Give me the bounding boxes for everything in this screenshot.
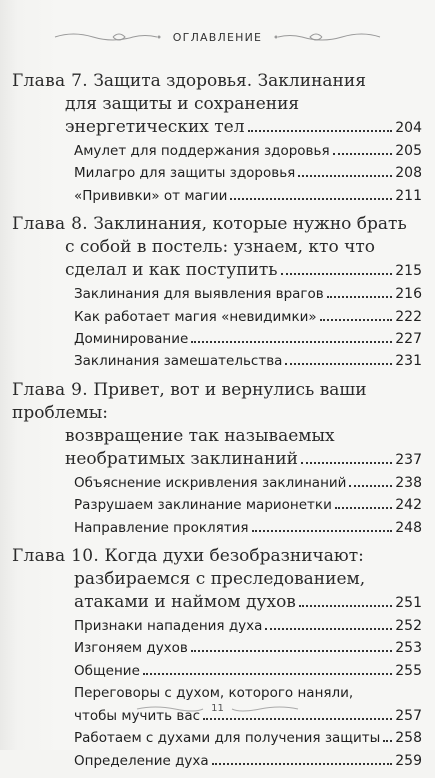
entry-page-number: 211 — [395, 187, 422, 204]
toc-entry[interactable] — [12, 637, 422, 659]
entry-title: чтобы мучить вас — [74, 707, 201, 724]
entry-title: Направление проклятия — [74, 519, 249, 536]
chapter-title-line: энергетических тел — [65, 117, 245, 137]
chapter-page-number: 204 — [395, 120, 422, 136]
chapter-title-line: Защита здоровья. Заклинания — [93, 71, 366, 91]
entry-page-number: 205 — [395, 143, 422, 159]
left-ornament-icon — [53, 30, 163, 44]
chapter-page-number: 215 — [395, 263, 422, 280]
dot-leader — [301, 462, 392, 464]
dot-leader — [383, 740, 392, 742]
entry-page-number: 208 — [395, 165, 422, 182]
entry-page-number: 238 — [395, 474, 422, 491]
chapter-heading[interactable] — [12, 545, 422, 615]
entry-title: Изгоняем духов — [74, 640, 188, 657]
chapter-label: Глава 9. — [12, 379, 88, 400]
page-header — [0, 30, 435, 44]
dot-leader — [298, 175, 392, 177]
chapter-7 — [12, 70, 422, 207]
dot-leader — [143, 673, 392, 675]
dot-leader — [252, 530, 393, 532]
entry-title: Заклинания для выявления врагов — [74, 286, 324, 303]
entry-title: «Прививки» от магии — [74, 187, 228, 204]
chapter-title-line: Привет, вот и вернулись ваши проблемы: — [12, 379, 367, 423]
entry-title: Доминирование — [74, 331, 189, 348]
dot-leader — [299, 605, 392, 607]
entry-page-number: 259 — [395, 752, 422, 769]
chapter-label: Глава 10. — [12, 546, 100, 567]
entry-title: Определение духа — [74, 752, 209, 769]
dot-leader — [212, 763, 393, 765]
toc-entry[interactable] — [12, 615, 422, 637]
entry-page-number: 222 — [395, 308, 422, 325]
chapter-title-line: атаками и наймом духов — [74, 592, 296, 613]
toc-entry[interactable] — [12, 472, 422, 494]
entry-title: Разрушаем заклинание марионетки — [74, 497, 332, 514]
toc-entry[interactable] — [12, 660, 422, 682]
chapter-heading[interactable] — [12, 379, 422, 472]
dot-leader — [230, 198, 392, 200]
entry-title: Амулет для поддержания здоровья — [74, 143, 330, 159]
dot-leader — [191, 650, 392, 652]
toc-entry[interactable] — [12, 185, 422, 207]
table-of-contents — [12, 70, 422, 778]
entry-page-number: 227 — [395, 331, 422, 348]
dot-leader — [333, 153, 393, 155]
entry-title: Признаки нападения духа — [74, 618, 263, 635]
entry-page-number: 257 — [395, 707, 422, 724]
toc-entry[interactable] — [12, 140, 422, 162]
dot-leader — [349, 485, 392, 487]
chapter-heading[interactable] — [12, 213, 422, 283]
chapter-9 — [12, 379, 422, 539]
entry-page-number: 231 — [395, 353, 422, 370]
page-footer — [0, 703, 435, 714]
chapter-title-line: Заклинания, которые нужно брать — [93, 214, 407, 235]
dot-leader — [203, 718, 392, 720]
toc-entry[interactable] — [12, 727, 422, 749]
entry-page-number: 258 — [395, 730, 422, 747]
dot-leader — [191, 341, 392, 343]
page-number: 11 — [211, 703, 224, 714]
dot-leader — [335, 507, 392, 509]
entry-title-line: Переговоры с духом, которого наняли, — [74, 685, 354, 702]
toc-entry[interactable] — [12, 328, 422, 350]
toc-entry[interactable] — [12, 306, 422, 328]
chapter-page-number: 251 — [395, 595, 422, 612]
entry-title: Работаем с духами для получения защиты — [74, 730, 381, 747]
dot-leader — [327, 296, 393, 298]
entry-page-number: 253 — [395, 640, 422, 657]
chapter-8 — [12, 213, 422, 373]
chapter-label: Глава 7. — [12, 71, 88, 91]
entry-title: Милагро для защиты здоровья — [74, 165, 296, 182]
page-title: ОГЛАВЛЕНИЕ — [172, 30, 263, 44]
left-footer-ornament-icon — [135, 704, 205, 714]
chapter-label: Глава 8. — [12, 214, 88, 235]
dot-leader — [265, 628, 392, 630]
entry-title: Общение — [74, 662, 140, 679]
entry-title: Объяснение искривления заклинаний — [74, 474, 347, 491]
entry-page-number: 255 — [395, 662, 422, 679]
toc-entry[interactable] — [12, 283, 422, 305]
toc-entry[interactable] — [12, 517, 422, 539]
right-footer-ornament-icon — [230, 704, 300, 714]
chapter-title-line: сделал и как поступить — [65, 260, 278, 281]
dot-leader — [281, 273, 393, 275]
chapter-heading[interactable] — [12, 70, 422, 140]
entry-page-number: 242 — [395, 497, 422, 514]
chapter-title-line: возвращение так называемых — [65, 425, 335, 446]
chapter-title-line: разбираемся с преследованием, — [74, 569, 366, 590]
toc-entry[interactable] — [12, 750, 422, 772]
dot-leader — [248, 130, 393, 132]
chapter-title-line: необратимых заклинаний — [65, 448, 298, 469]
toc-entry[interactable] — [12, 350, 422, 372]
toc-entry[interactable] — [12, 162, 422, 184]
chapter-title-line: Когда духи безобразничают: — [104, 546, 364, 567]
entry-page-number: 252 — [395, 618, 422, 635]
chapter-10 — [12, 545, 422, 772]
dot-leader — [285, 363, 392, 365]
entry-title: Заклинания замешательства — [74, 353, 283, 370]
toc-entry[interactable] — [12, 494, 422, 516]
chapter-title-line: для защиты и сохранения — [65, 94, 300, 114]
entry-title: Как работает магия «невидимки» — [74, 308, 317, 325]
chapter-page-number: 237 — [395, 451, 422, 468]
chapter-title-line: с собой в постель: узнаем, кто что — [65, 237, 375, 258]
dot-leader — [320, 319, 393, 321]
right-ornament-icon — [272, 30, 382, 44]
entry-page-number: 216 — [395, 286, 422, 303]
entry-page-number: 248 — [395, 519, 422, 536]
